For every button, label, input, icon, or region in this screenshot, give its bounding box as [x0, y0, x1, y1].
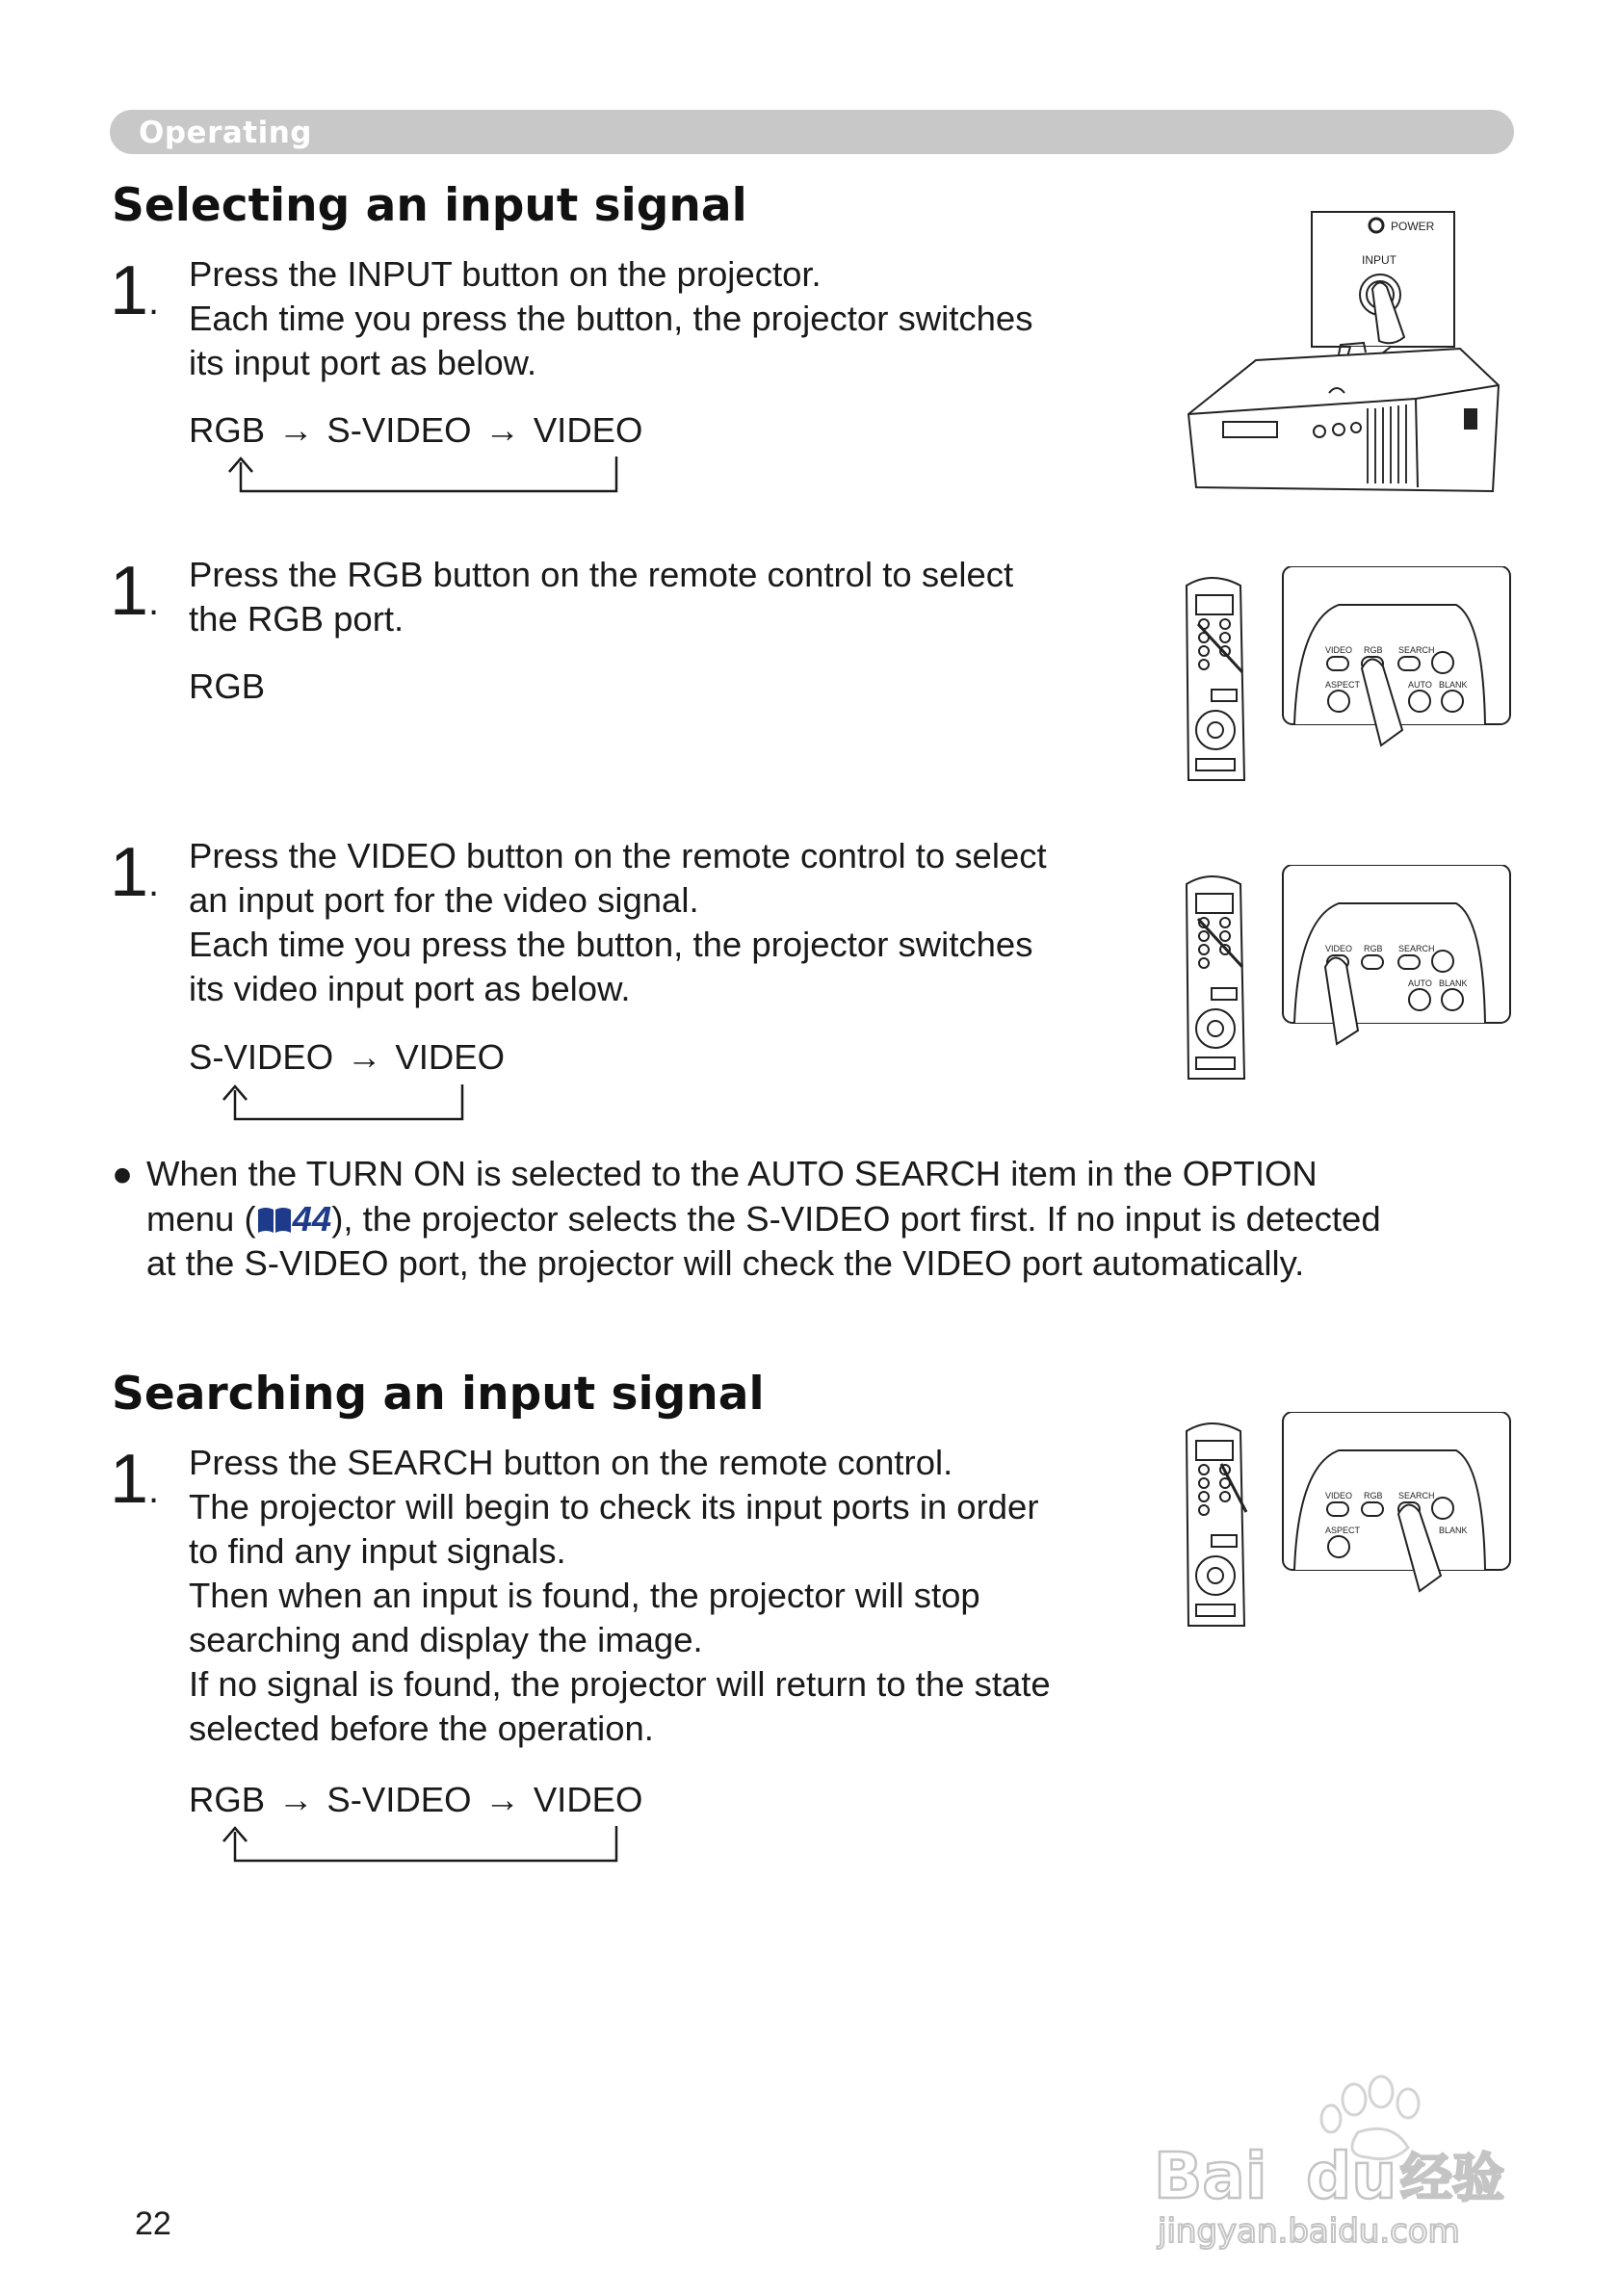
- remote-search-illustration: [1183, 1412, 1512, 1633]
- svg-text:AUTO: AUTO: [1408, 978, 1432, 988]
- heading-searching: Searching an input signal: [112, 1368, 765, 1421]
- svg-text:RGB: RGB: [1364, 944, 1383, 953]
- watermark-cn: 经验: [1400, 2148, 1504, 2208]
- loop-back-icon: [223, 455, 628, 497]
- svg-text:SEARCH: SEARCH: [1398, 944, 1435, 953]
- svg-text:SEARCH: SEARCH: [1398, 645, 1435, 655]
- watermark-url: jingyan.baidu.com: [1158, 2212, 1460, 2251]
- arrow-right-icon: →: [347, 1037, 382, 1077]
- heading-selecting: Selecting an input signal: [112, 179, 747, 232]
- svg-text:VIDEO: VIDEO: [1325, 645, 1353, 655]
- step-number: 1.: [110, 553, 160, 630]
- svg-text:RGB: RGB: [1364, 1491, 1383, 1500]
- cycle-sequence: RGB → S-VIDEO → VIDEO: [189, 408, 642, 453]
- input-label: INPUT: [1362, 253, 1396, 267]
- section-banner: [110, 110, 1514, 154]
- loop-back-icon: [218, 1083, 468, 1125]
- step-number: 1.: [110, 1441, 160, 1518]
- svg-text:BLANK: BLANK: [1439, 978, 1468, 988]
- step-number: 1.: [110, 834, 160, 911]
- page-reference-link[interactable]: 44: [292, 1198, 332, 1239]
- svg-text:SEARCH: SEARCH: [1398, 1491, 1435, 1500]
- book-reference-icon: [256, 1204, 293, 1235]
- section-label: Operating: [139, 116, 312, 150]
- bullet-icon: ●: [112, 1154, 134, 1193]
- remote-rgb-illustration: [1183, 566, 1512, 788]
- rgb-sequence: RGB: [189, 666, 266, 706]
- arrow-right-icon: →: [278, 1780, 314, 1819]
- svg-text:ASPECT: ASPECT: [1325, 680, 1361, 690]
- arrow-right-icon: →: [278, 410, 314, 450]
- watermark-brand: Bai: [1154, 2139, 1267, 2213]
- baidu-watermark: [1152, 2071, 1537, 2254]
- step-text-search: Press the SEARCH button on the remote control. The projector will begin to check its input ports in order to find any input signals. Then when an input is found, the projector will stop searching and display the image. If no signal is found, the projector will return to the state selected before the operation.: [189, 1443, 1051, 1748]
- video-sequence: S-VIDEO → VIDEO: [189, 1035, 505, 1080]
- svg-text:VIDEO: VIDEO: [1325, 944, 1353, 953]
- svg-text:BLANK: BLANK: [1439, 1526, 1468, 1535]
- search-sequence: RGB → S-VIDEO → VIDEO: [189, 1778, 642, 1822]
- power-label: POWER: [1391, 220, 1435, 233]
- arrow-right-icon: →: [484, 1780, 520, 1819]
- svg-text:VIDEO: VIDEO: [1325, 1491, 1353, 1500]
- loop-back-icon: [218, 1824, 628, 1866]
- svg-text:RGB: RGB: [1364, 645, 1383, 655]
- step-number: 1.: [110, 252, 160, 329]
- arrow-right-icon: →: [484, 410, 520, 450]
- page-number: 22: [135, 2205, 171, 2242]
- watermark-brand-du: du: [1306, 2139, 1397, 2213]
- projector-illustration: [1175, 202, 1512, 501]
- step-text-input: Press the INPUT button on the projector. Each time you press the button, the projector switches its input port as below.: [189, 254, 1033, 382]
- svg-text:BLANK: BLANK: [1439, 680, 1468, 690]
- svg-text:ASPECT: ASPECT: [1325, 1526, 1361, 1535]
- step-text-video: Press the VIDEO button on the remote control to select an input port for the video signal. Each time you press the button, the projector switches its video input port as below.: [189, 836, 1047, 1008]
- remote-video-illustration: [1183, 865, 1512, 1086]
- step-text-rgb: Press the RGB button on the remote control to select the RGB port.: [189, 555, 1014, 639]
- svg-text:AUTO: AUTO: [1408, 680, 1432, 690]
